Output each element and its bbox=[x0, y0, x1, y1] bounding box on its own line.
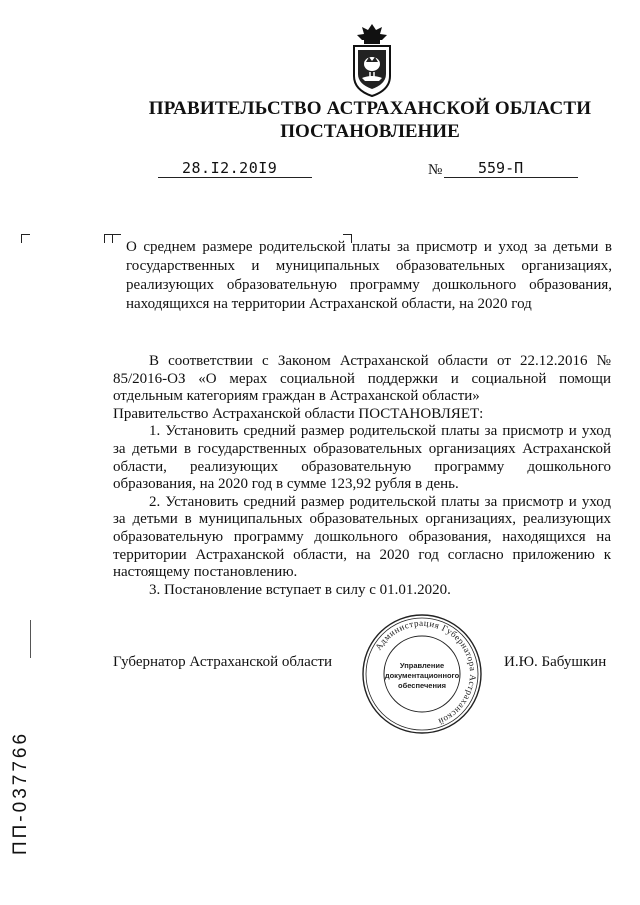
margin-mark bbox=[30, 620, 31, 658]
form-serial-number: ПП-037766 bbox=[10, 730, 31, 855]
resolves-paragraph: Правительство Астраханской области ПОСТАНОВЛЯЕТ: bbox=[113, 405, 484, 422]
signatory-position: Губернатор Астраханской области bbox=[113, 654, 333, 670]
item-3-paragraph: 3. Постановление вступает в силу с 01.01.2020. bbox=[149, 581, 451, 598]
document-number: 559-П bbox=[478, 159, 524, 177]
coat-of-arms-emblem bbox=[340, 18, 404, 100]
stamp-center-line-3: обеспечения bbox=[397, 681, 447, 690]
number-underline bbox=[444, 176, 578, 178]
stamp-ring-text: Администрация Губернатора Астраханской bbox=[373, 617, 479, 727]
date-underline bbox=[158, 176, 312, 178]
preamble-paragraph: В соответствии с Законом Астраханской области от 22.12.2016 № 85/2016-ОЗ «О мерах социальной поддержки и социальной помощи отдельным категориям граждан в Астраханской области» bbox=[113, 353, 611, 405]
official-stamp bbox=[360, 612, 484, 736]
document-type: ПОСТАНОВЛЕНИЕ bbox=[280, 121, 460, 142]
document-subject: О среднем размере родительской платы за присмотр и уход за детьми в государственных и муниципальных образовательных организациях, реализующих образовательную программу дошкольного образования, находящихся на территории Астраханской области, на 2020 год bbox=[126, 239, 612, 312]
item-1-paragraph: 1. Установить средний размер родительской платы за присмотр и уход за детьми в государственных образовательных организациях Астраханской области, реализующих образовательную программу дошкольного образования, на 2020 год в сумме 123,92 рубля в день. bbox=[113, 423, 611, 493]
organization-title: ПРАВИТЕЛЬСТВО АСТРАХАНСКОЙ ОБЛАСТИ bbox=[148, 98, 592, 119]
stamp-center-line-1: Управление bbox=[399, 661, 445, 670]
document-date: 28.I2.20I9 bbox=[182, 159, 278, 177]
document-body bbox=[113, 353, 611, 599]
signatory-name: И.Ю. Бабушкин bbox=[504, 654, 607, 670]
number-sign: № bbox=[428, 162, 443, 178]
stamp-center-line-2: документационного bbox=[384, 671, 460, 680]
corner-mark-left bbox=[21, 234, 30, 243]
corner-mark-subject-inner bbox=[112, 234, 121, 243]
item-2-paragraph: 2. Установить средний размер родительской платы за присмотр и уход за детьми в муниципальных образовательных организациях, реализующих образовательную программу дошкольного образования, находящихся на территории Астраханской области, на 2020 год согласно приложению к настоящему постановлению. bbox=[113, 493, 611, 581]
